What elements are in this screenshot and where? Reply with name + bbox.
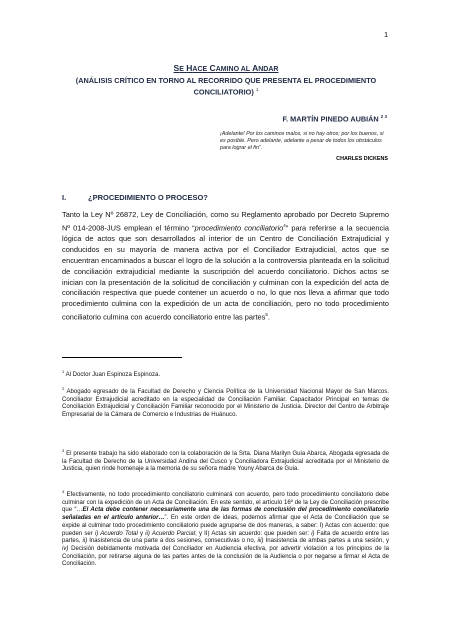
epigraph-quote: ¡Adelante! Por los caminos malos, si no hay otros; por los buenos, si es posible. Pero adelante, adelante a pesar de todos los obstáculos para lograr el fin”. [220, 131, 384, 151]
section-number: I. [62, 193, 67, 202]
section-heading [62, 193, 208, 202]
title-s: S [173, 63, 180, 73]
body-paragraph: Tanto la Ley Nº 26872, Ley de Conciliación, como su Reglamento aprobado por Decreto Supremo Nº 014-2008-JUS emplean el término “procedimiento conciliatorio$^4$” para referirse a la secuencia lógica de actos que son desarrollados al interior de un Centro de Conciliación Extrajudicial y conducidos en su mayoría de manera activa por el Conciliador Extrajudicial, actos que se encuentran encaminados a buscar el logro de la solución a la controversia planteada en la solicitud de conciliación extrajudicial mediante la suscripción del acuerdo conciliatorio. Dichos actos se inician con la presentación de la solicitud de conciliación y culminan con la expedición del acta de conciliación respectiva que puede contener un acuerdo o no, lo que nos lleva a afirmar que todo procedimiento culmina con la expedición de un acta de conciliación, pero no todo procedimiento conciliatorio culmina con acuerdo conciliatorio entre las partes$^5$. [62, 210, 389, 322]
document-subtitle: (ANÁLISIS CRÍTICO EN TORNO AL RECORRIDO QUE PRESENTA EL PROCEDIMIENTO CONCILIATORIO) $^1$ [75, 76, 377, 97]
footnote-4: $^4$ Efectivamente, no todo procedimiento conciliatorio culminará con acuerdo, pero todo procedimiento conciliatorio debe culminar con la expedición de un Acta de Conciliación. En este sentido, el artículo 16º de la Ley de Conciliación prescribe que “…El Acta debe contener necesariamente una de las formas de conclusión del procedimiento conciliatorio señaladas en el artículo anterior…”. En este orden de ideas, podemos afirmar que el Acta de Conciliación que se expide al culminar todo procedimiento conciliatorio puede agruparse de dos maneras, a saber: I) Actas con acuerdo: que pueden ser i) Acuerdo Total y ii) Acuerdo Parcial; y II) Actas sin acuerdo: que pueden ser: i) Falta de acuerdo entre las partes, ii) Inasistencia de una parte a dos sesiones, consecutivas o no, iii) Inasistencia de ambas partes a una sesión, y iv) Decisión debidamente motivada del Conciliador en Audiencia efectiva, por advertir violación a los principios de la Conciliación, por retirarse alguna de las partes antes de la conclusión de la Audiencia o por negarse a firmar el Acta de Conciliación. [62, 489, 390, 568]
footnote-1: $^1$ Al Doctor Juan Espinoza Espinoza. [62, 369, 161, 379]
document-title: SE HACE CAMINO AL ANDAR [173, 63, 279, 73]
author-name: F. MARTÍN PINEDO AUBIÁN $^{2 3}$ [282, 114, 387, 124]
epigraph-author: CHARLES DICKENS [336, 156, 388, 162]
page-number: 1 [384, 32, 388, 39]
footnote-separator [62, 357, 182, 358]
section-title: ¿PROCEDIMIENTO O PROCESO? [88, 193, 208, 202]
author-footnote-refs: 2 3 [380, 114, 387, 119]
subtitle-footnote-ref: 1 [255, 87, 259, 92]
footnote-2: $^2$ Abogado egresado de la Facultad de Derecho y Ciencia Política de la Universidad Nacional Mayor de San Marcos. Conciliador Extrajudicial acreditado en la especialidad de Conciliación Familiar. Capacitador Principal en temas de Conciliación Extrajudicial y Conciliación Familiar reconocido por el Ministerio de Justicia. Director del Centro de Arbitraje Empresarial de la Cámara de Comercio e Industrias de Huánuco. [62, 386, 389, 419]
footnote-3: $^3$ El presente trabajo ha sido elaborado con la colaboración de la Srta. Diana Marilyn Guia Abarca, Abogada egresada de la Facultad de Derecho de la Universidad Andina del Cusco y Conciliadora Extrajudicial acreditada por el Ministerio de Justicia, quien rinde homenaje a la memoria de su señora madre Youny Abarca de Guia. [62, 448, 389, 473]
